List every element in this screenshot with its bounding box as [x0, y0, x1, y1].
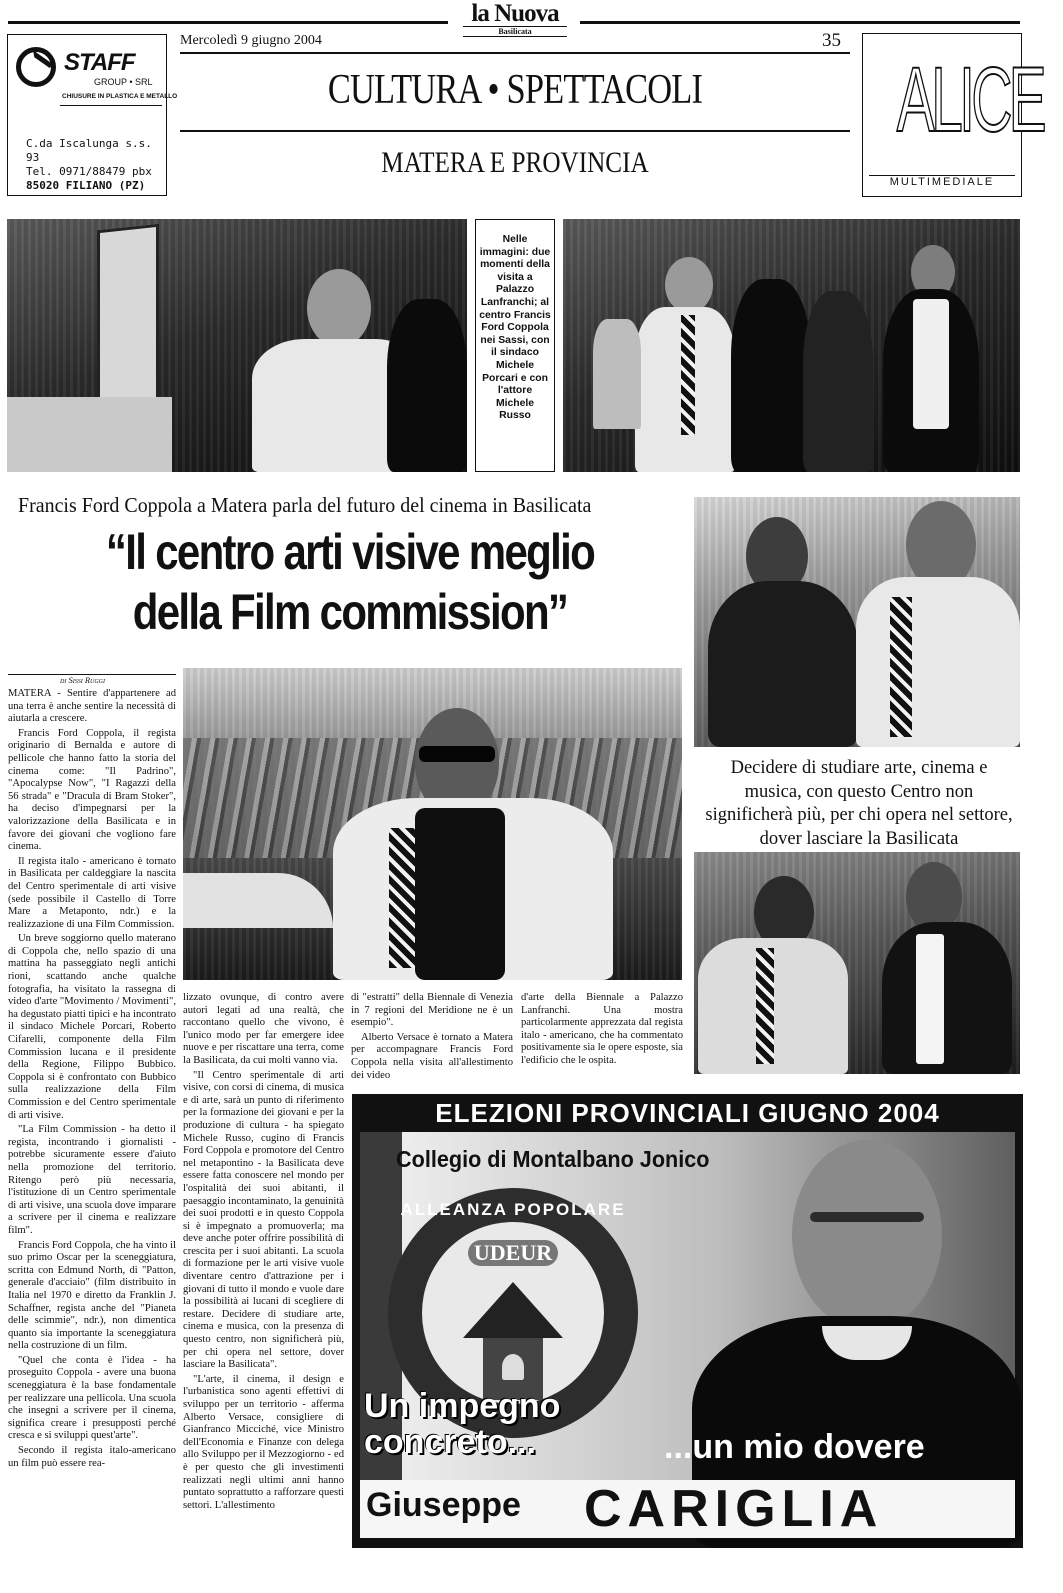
- masthead-rule-right: [580, 21, 1020, 24]
- staff-divider: [60, 105, 162, 106]
- article-headline-line2: della Film commission”: [132, 584, 568, 640]
- candidate-first-name: Giuseppe: [366, 1486, 521, 1524]
- staff-brand: STAFF: [64, 49, 135, 76]
- header-rule-mid: [180, 130, 850, 132]
- alice-name: ALICE: [896, 49, 1044, 151]
- masthead-region: Basilicata: [463, 26, 567, 37]
- photo-caption-box: [475, 219, 555, 472]
- staff-ad: [7, 34, 178, 196]
- paragraph: d'arte della Biennale a Palazzo Lanfranchi. Una mostra particolarmente apprezzata dal regista italo - americano, che ha commentato positivamente sia le opere esposte, sia l'edificio che le ospita.: [521, 992, 683, 1066]
- paragraph: Francis Ford Coppola, che ha vinto il suo primo Oscar per la sceneggiatura, scritta con Edmund North, di "Patton, generale d'acciaio" (film distribuito in Italia nel 1970 e diretto da Franklin J. Schaffner, regista anche del "Pianeta delle scimmie", ndr.), non dimentica quanto sia importante la sceneggiatura nella costruzione di un film.: [8, 1239, 177, 1352]
- article-headline-line1: “Il centro arti visive meglio: [105, 524, 595, 580]
- article-column-2: [183, 992, 344, 1514]
- candidate-sunglass-shadow: [810, 1212, 924, 1222]
- article-column-1: [8, 688, 176, 1472]
- alice-ad: [862, 33, 1044, 197]
- slogan-part-1: [364, 1388, 560, 1460]
- page-number: 35: [822, 30, 841, 51]
- masthead-name: la Nuova: [471, 0, 559, 27]
- photo-coppola-russo-2: [694, 852, 1020, 1074]
- paragraph: "Il Centro sperimentale di arti visive, con corsi di cinema, di musica e di arte, sarà un punto di riferimento per la formazione dei giovani e per la produzione di cultura - ha spiegato Michele Russo, cugino di Francis Ford Coppola e promotore del Centro nel metapontino - la Basilicata deve essere fatta conoscere nel mondo per l'ospitalità dei suoi abitanti, il paesaggio incontaminato, la genuinità dei suoi prodotti e in questo Coppola si è impegnato a promuoverla; ma deve anche poter offrire possibilità di crescita per i suoi abitanti. La scuola di formazione per le arti visive vuole diventare centro d'attrazione per i giovani di tutto il mondo e vuole dare la possibilità ai lucani di scegliere di restare. Decidere di studiare arte, cinema e musica, con la presenza di questo centro, non significherà più, per chi opera nel settore, dover lasciare la Basilicata".: [183, 1069, 344, 1371]
- photo-palazzo-right: [563, 219, 1020, 472]
- staff-city: 85020 FILIANO (PZ): [26, 179, 146, 192]
- section-subtitle: MATERA E PROVINCIA: [381, 146, 649, 179]
- slogan-line-2: concreto...: [364, 1423, 536, 1461]
- article-column-3: [351, 992, 513, 1084]
- paragraph: "L'arte, il cinema, il design e l'urbanistica sono agenti effettivi di sviluppo per un territorio - afferma Alberto Versace, consigliere di Gianfranco Micciché, vice Ministro dell'Economia e Finanze con delega allo Sviluppo per il Mezzogiorno - ed è per questo che gli investimenti realizzati negli ultimi anni hanno puntato soprattutto a rafforzare questi settori. L'allestimento: [183, 1373, 344, 1511]
- election-ad: [352, 1094, 1023, 1548]
- election-title: ELEZIONI PROVINCIALI GIUGNO 2004: [435, 1098, 940, 1128]
- candidate-head: [792, 1140, 942, 1330]
- monitor-shape: [97, 224, 159, 417]
- table-shape: [7, 397, 172, 472]
- paragraph: MATERA - Sentire d'appartenere ad una terra è anche sentire la necessità di aiutarla a crescere.: [8, 688, 176, 725]
- photo-coppola-sassi: [183, 668, 682, 980]
- header-rule-top: [180, 52, 850, 54]
- bell-icon: [502, 1354, 524, 1380]
- alice-sub: MULTIMEDIALE: [869, 175, 1015, 188]
- issue-date: Mercoledì 9 giugno 2004: [180, 33, 322, 48]
- paragraph: Francis Ford Coppola, il regista originario di Bernalda e autore di pellicole che hanno fatto la storia del cinema come: "Il Padrino", "Apocalypse Now", "I Ragazzi della 56 strada" e "Dracula di Bram Stoker", ha deciso d'impegnarsi per la valorizzazione della Basilicata e in favore dei giovani che vogliono fare cinema.: [8, 727, 176, 853]
- section-title: CULTURA • SPETTACOLI: [327, 67, 703, 113]
- article-byline: di Sissi Ruggi: [60, 675, 106, 685]
- article-column-4: [521, 992, 683, 1070]
- paragraph: lizzato ovunque, di contro avere autori legati ad una realtà, che raccontano quello che vivono, è l'unico modo per far emergere idee nuove e per riscattare una terra, come la Basilicata, da cui molti vanno via.: [183, 992, 344, 1066]
- paragraph: Il regista italo - americano è tornato in Basilicata per caldeggiare la nascita del Centro sperimentale di arti visive (sede possibile il Castello di Torre Mare a Metaponto, ndr.) e la realizzazione di una Film Commission.: [8, 855, 176, 930]
- pullquote: Decidere di studiare arte, cinema e musica, con questo Centro non significherà più, per chi opera nel settore, dover lasciare la Basilicata: [705, 758, 1013, 849]
- sunglasses-shape: [419, 746, 495, 762]
- staff-contacts: [26, 137, 166, 193]
- paragraph: "Quel che conta è l'idea - ha proseguito Coppola - avere una buona sceneggiatura è la base fondamentale per realizzare una pellicola. Una scuola che insegni a scrivere per il cinema, significa creare i presupposti perché cresca e si sviluppi quest'arte".: [8, 1354, 176, 1442]
- photo-palazzo-left: [7, 219, 467, 472]
- party-name: UDEUR: [468, 1240, 558, 1266]
- staff-tagline: CHIUSURE IN PLASTICA E METALLO: [62, 93, 178, 100]
- paragraph: Secondo il regista italo-americano un film può essere rea-: [8, 1445, 176, 1469]
- staff-address: C.da Iscalunga s.s. 93: [26, 137, 152, 164]
- paragraph: Un breve soggiorno quello materano di Coppola che, nello spazio di una mattina ha passeggiato negli antichi rioni, scattando anche qualche fotografia, ha visitato la rassegna di video d'arte "Movimento / Movimenti", ha degustato piatti tipici e ha incontrato il sindaco Michele Porcari, Roberto Cifarelli, componente della Film Commission lucana e il presidente della Regione, Filippo Bubbico. Coppola si è confrontato con Bubbico sulla realizzazione della Film Commission e del Centro sperimentale di arti visive.: [8, 933, 176, 1121]
- staff-group: GROUP • SRL: [94, 77, 153, 87]
- election-college: Collegio di Montalbano Jonico: [396, 1146, 710, 1172]
- slogan-line-1: Un impegno: [364, 1387, 561, 1425]
- party-ring-text: ALLEANZA POPOLARE: [400, 1200, 626, 1219]
- article-kicker: Francis Ford Coppola a Matera parla del futuro del cinema in Basilicata: [18, 493, 592, 517]
- paragraph: "La Film Commission - ha detto il regista, incontrando i giornalisti - potrebbe sicuramente essere d'aiuto nella promozione del territorio. Ritengo però più necessaria, l'istituzione di un Centro sperimentale di arti visive, una scuola dove imparare a scrivere per il cinema e realizzare film".: [8, 1124, 176, 1236]
- photo-coppola-russo-1: [694, 497, 1020, 747]
- slogan-part-2: ...un mio dovere: [664, 1428, 925, 1466]
- masthead-rule-left: [8, 21, 448, 24]
- staff-phone: Tel. 0971/88479 pbx: [26, 165, 152, 178]
- paragraph: Alberto Versace è tornato a Matera per accompagnare Francis Ford Coppola nella visita all'allestimento dei video: [351, 1031, 513, 1081]
- masthead-logo: [455, 2, 575, 37]
- bell-tower-icon: [463, 1282, 563, 1338]
- photo-caption: Nelle immagini: due momenti della visita a Palazzo Lanfranchi; al centro Francis Ford Coppola nei Sassi, con il sindaco Michele Porcari e con l'attore Michele Russo: [479, 234, 551, 422]
- candidate-last-name: CARIGLIA: [584, 1480, 884, 1538]
- paragraph: di "estratti" della Biennale di Venezia in 7 regioni del Meridione ne è un esempio".: [351, 992, 513, 1029]
